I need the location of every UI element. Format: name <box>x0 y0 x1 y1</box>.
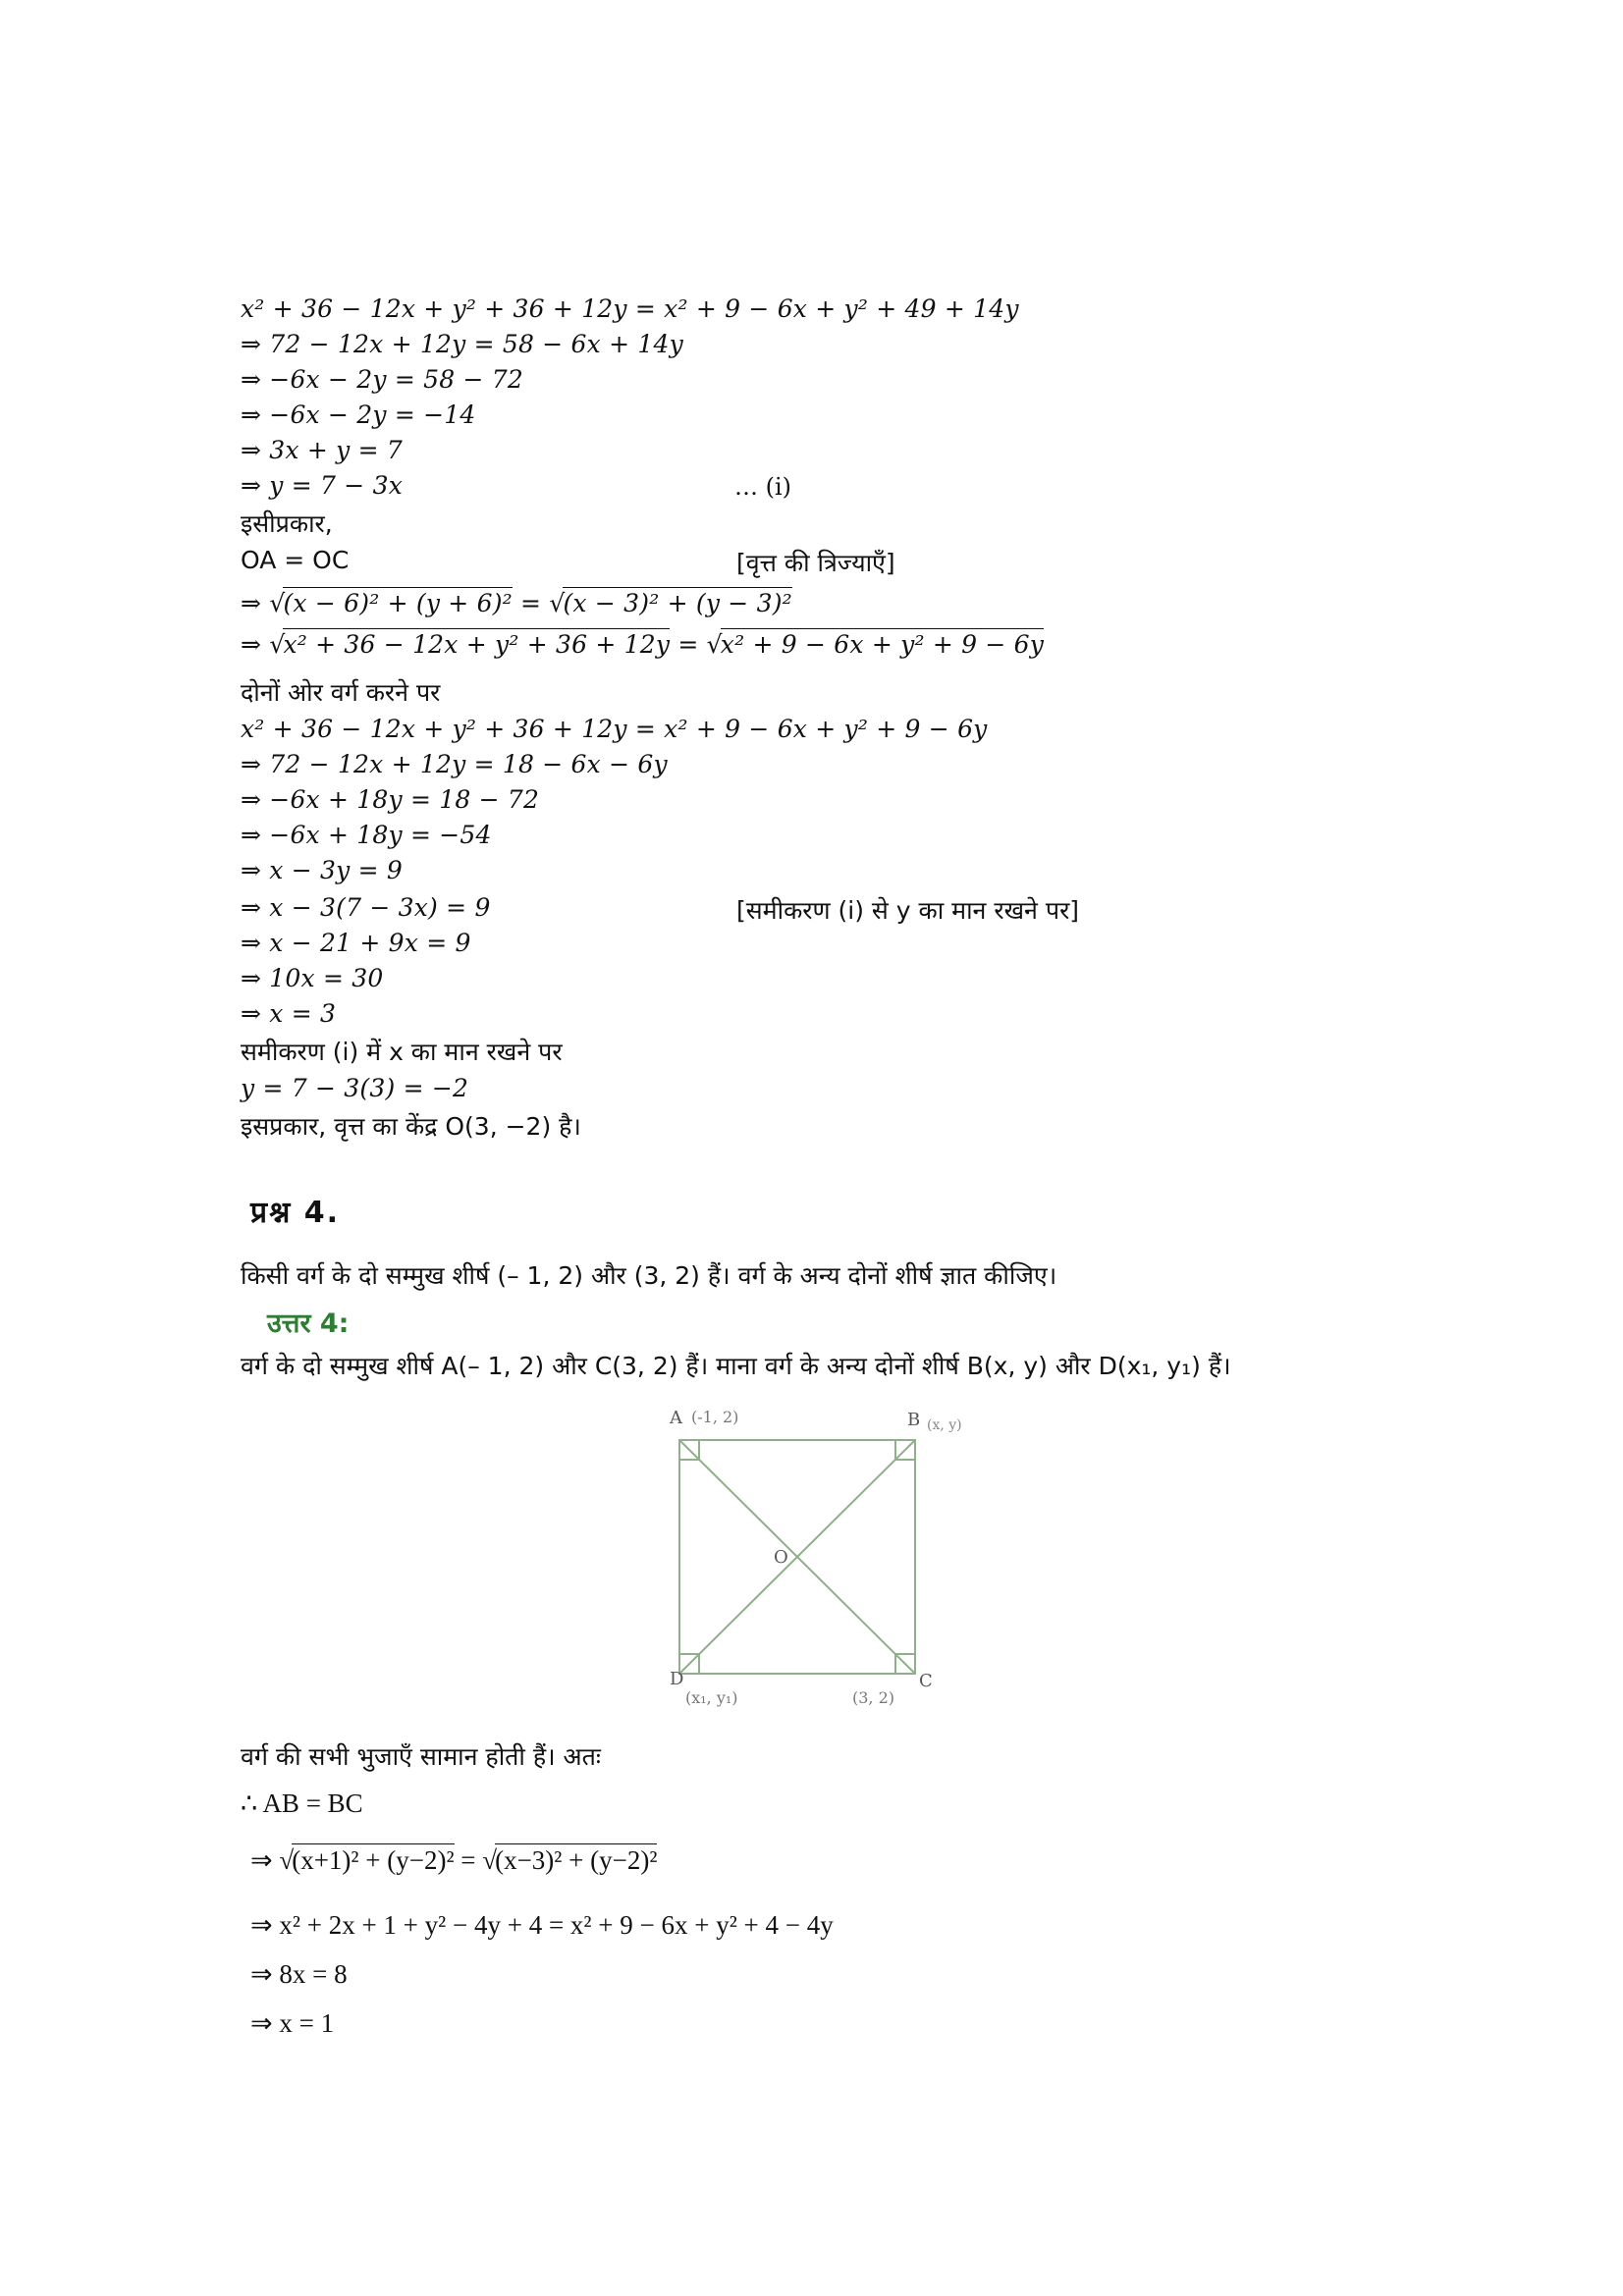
square-figure <box>656 1406 990 1720</box>
equation-line: ⇒ 72 − 12x + 12y = 18 − 6x − 6y <box>241 750 668 778</box>
similarly-text: इसीप्रकार, <box>241 509 333 538</box>
vertex-a-coord: (-1, 2) <box>691 1408 739 1426</box>
oa-equals-oc: OA = OC <box>241 546 350 574</box>
center-o-label: O <box>774 1547 788 1568</box>
radii-note: [वृत्त की त्रिज्याएँ] <box>736 549 895 577</box>
equation-label: … (i) <box>734 473 792 501</box>
vertex-b-coord: (x, y) <box>927 1417 962 1433</box>
sqrt-equation-2: ⇒ √x² + 36 − 12x + y² + 36 + 12y = √x² + 9 − 6x + y² + 9 − 6y <box>241 630 1045 659</box>
equation-line: ⇒ −6x + 18y = 18 − 72 <box>241 785 540 814</box>
vertex-a-label: A <box>670 1408 682 1428</box>
equation-line: ⇒ x − 3(7 − 3x) = 9 <box>241 893 491 922</box>
answer-heading: उत्तर 4: <box>267 1308 350 1339</box>
equation-line: x² + 36 − 12x + y² + 36 + 12y = x² + 9 − 6x + y² + 9 − 6y <box>241 715 988 743</box>
equation-line: ⇒ 10x = 30 <box>241 964 384 992</box>
sides-equal-text: वर्ग की सभी भुजाएँ सामान होती हैं। अतः <box>241 1742 601 1771</box>
equation-line: x² + 36 − 12x + y² + 36 + 12y = x² + 9 − 6x + y² + 49 + 14y <box>241 294 1019 323</box>
sqrt-equation-1: ⇒ √(x − 6)² + (y + 6)² = √(x − 3)² + (y − 3)² <box>241 589 792 617</box>
y-value: y = 7 − 3(3) = −2 <box>241 1074 469 1102</box>
implies-arrow: ⇒ <box>241 630 262 659</box>
sqrt-equation-ab-bc: ⇒ √(x+1)² + (y−2)² = √(x−3)² + (y−2)² <box>250 1845 658 1875</box>
equation-line: ⇒ x − 3y = 9 <box>241 856 404 884</box>
expanded-equation: ⇒ x² + 2x + 1 + y² − 4y + 4 = x² + 9 − 6x + y² + 4 − 4y <box>250 1910 834 1940</box>
squaring-text: दोनों ओर वर्ग करने पर <box>241 678 441 707</box>
implies-arrow: ⇒ <box>241 589 262 617</box>
equation-line: ⇒ x = 3 <box>241 999 337 1028</box>
answer-intro: वर्ग के दो सम्मुख शीर्ष A(– 1, 2) और C(3, 2) हैं। माना वर्ग के अन्य दोनों शीर्ष B(x, y) और D(x₁, y₁) हैं। <box>241 1352 1231 1380</box>
vertex-b-label: B <box>907 1410 921 1430</box>
vertex-c-label: C <box>919 1671 933 1691</box>
eq-8x: ⇒ 8x = 8 <box>250 1959 348 1989</box>
sqrt-rhs: (x − 3)² + (y − 3)² <box>563 589 792 617</box>
sqrt-lhs: x² + 36 − 12x + y² + 36 + 12y <box>283 630 671 659</box>
equation-line: ⇒ −6x − 2y = −14 <box>241 400 476 429</box>
equation-line: ⇒ y = 7 − 3x <box>241 471 404 500</box>
sqrt-rhs: (x−3)² + (y−2)² <box>495 1845 658 1875</box>
equation-line: ⇒ 3x + y = 7 <box>241 436 404 464</box>
vertex-d-coord: (x₁, y₁) <box>685 1688 738 1707</box>
ab-equals-bc: ∴ AB = BC <box>241 1789 363 1818</box>
equation-line: ⇒ −6x + 18y = −54 <box>241 821 492 849</box>
sqrt-lhs: (x − 6)² + (y + 6)² <box>283 589 513 617</box>
square-diagram <box>656 1406 990 1720</box>
x-result: ⇒ x = 1 <box>250 2008 335 2038</box>
question-heading: प्रश्न 4. <box>250 1196 340 1230</box>
substitute-x-text: समीकरण (i) में x का मान रखने पर <box>241 1038 563 1066</box>
equation-line: ⇒ x − 21 + 9x = 9 <box>241 929 471 957</box>
equation-line: ⇒ −6x − 2y = 58 − 72 <box>241 365 524 394</box>
vertex-c-coord: (3, 2) <box>852 1688 895 1707</box>
sqrt-lhs: (x+1)² + (y−2)² <box>292 1845 455 1875</box>
conclusion-text: इसप्रकार, वृत्त का केंद्र O(3, −2) है। <box>241 1112 581 1141</box>
question-text: किसी वर्ग के दो सम्मुख शीर्ष (– 1, 2) और (3, 2) हैं। वर्ग के अन्य दोनों शीर्ष ज्ञात कीजिए। <box>241 1261 1057 1290</box>
sqrt-rhs: x² + 9 − 6x + y² + 9 − 6y <box>720 630 1045 659</box>
equation-line: ⇒ 72 − 12x + 12y = 58 − 6x + 14y <box>241 330 683 358</box>
vertex-d-label: D <box>670 1669 684 1689</box>
substitute-note: [समीकरण (i) से y का मान रखने पर] <box>736 896 1080 925</box>
